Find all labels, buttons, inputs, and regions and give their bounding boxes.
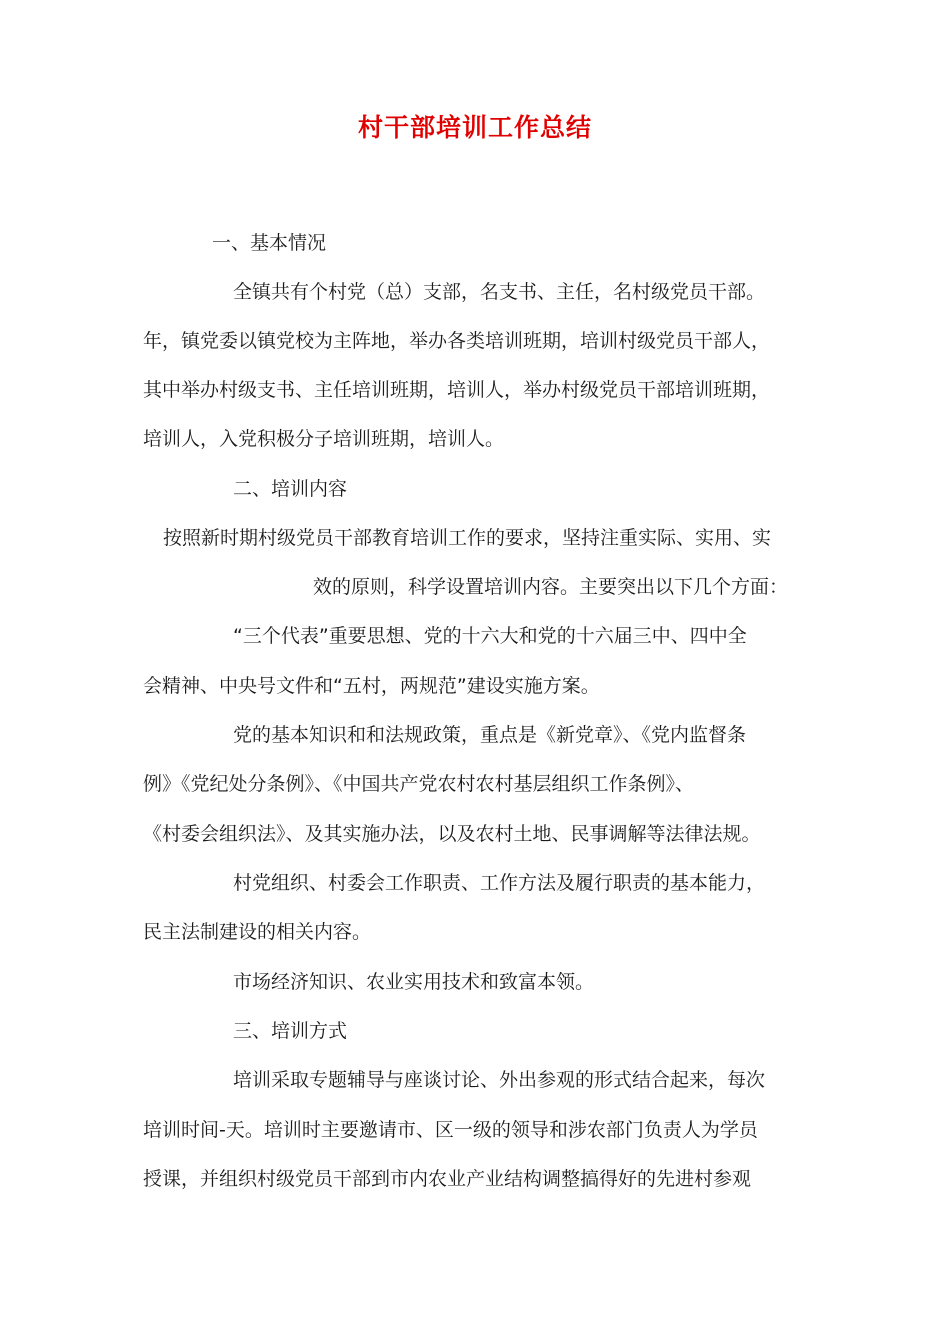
paragraph-line: 民主法制建设的相关内容。 <box>143 921 372 943</box>
section-heading-method: 三、培训方式 <box>233 1020 348 1042</box>
paragraph-line: “三个代表”重要思想、党的十六大和党的十六届三中、四中全 <box>233 625 747 647</box>
paragraph-line: 培训人，入党积极分子培训班期，培训人。 <box>143 428 505 450</box>
paragraph-line: 市场经济知识、农业实用技术和致富本领。 <box>233 971 595 993</box>
document-title: 村干部培训工作总结 <box>357 113 592 142</box>
paragraph-line: 其中举办村级支书、主任培训班期，培训人，举办村级党员干部培训班期， <box>143 379 771 401</box>
paragraph-line: 效的原则，科学设置培训内容。主要突出以下几个方面： <box>313 576 789 598</box>
paragraph-line: 例》《党纪处分条例》、《中国共产党农村农村基层组织工作条例》、 <box>143 773 695 795</box>
section-heading-basic: 一、基本情况 <box>212 232 327 254</box>
section-heading-content: 二、培训内容 <box>233 478 348 500</box>
paragraph-line: 党的基本知识和和法规政策，重点是《新党章》、《党内监督条 <box>233 724 747 746</box>
paragraph-line: 村党组织、村委会工作职责、工作方法及履行职责的基本能力， <box>233 872 766 894</box>
paragraph-line: 《村委会组织法》、及其实施办法，以及农村土地、民事调解等法律法规。 <box>143 823 761 845</box>
paragraph-line: 培训时间-天。培训时主要邀请市、区一级的领导和涉农部门负责人为学员 <box>143 1119 758 1141</box>
paragraph-line: 年，镇党委以镇党校为主阵地，举办各类培训班期，培训村级党员干部人， <box>143 330 771 352</box>
paragraph-line: 会精神、中央号文件和“五村，两规范”建设实施方案。 <box>143 675 600 697</box>
paragraph-line: 授课，并组织村级党员干部到市内农业产业结构调整搞得好的先进村参观 <box>143 1168 752 1190</box>
paragraph-line: 全镇共有个村党（总）支部，名支书、主任，名村级党员干部。 <box>233 281 766 303</box>
paragraph-line: 按照新时期村级党员干部教育培训工作的要求，坚持注重实际、实用、实 <box>163 527 772 549</box>
paragraph-line: 培训采取专题辅导与座谈讨论、外出参观的形式结合起来，每次 <box>233 1069 766 1091</box>
